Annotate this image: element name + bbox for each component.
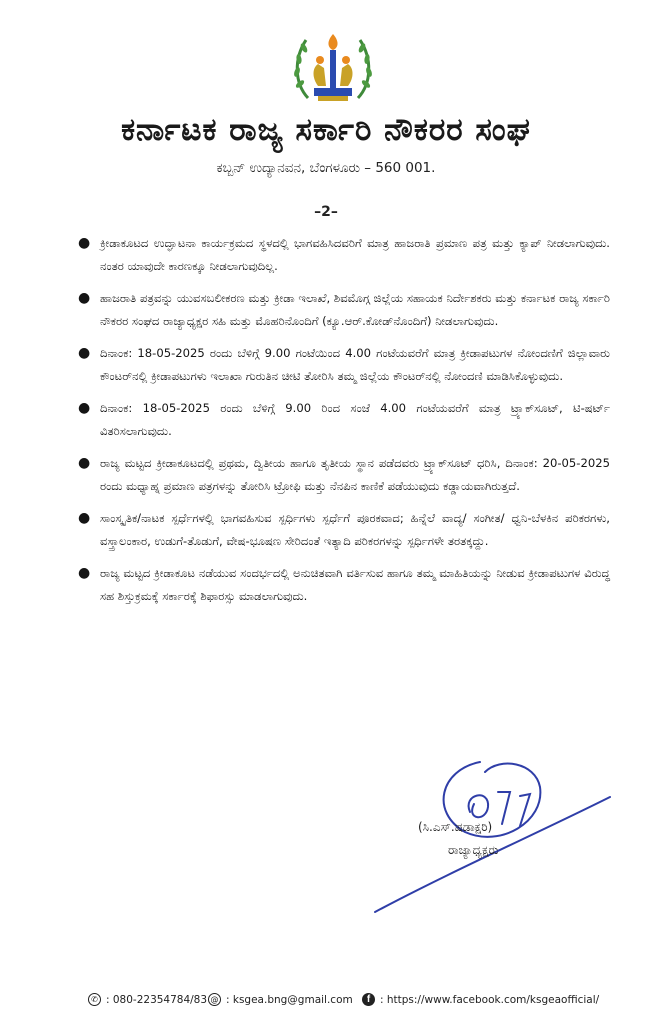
bullet-icon: ● [78, 290, 91, 306]
email-address: : ksgea.bng@gmail.com [226, 993, 353, 1006]
list-item-text: ಸಾಂಸ್ಕೃತಿಕ/ನಾಟಕ ಸ್ಪರ್ಧೆಗಳಲ್ಲಿ ಭಾಗವಹಿಸುವ ಸ್ಪರ್ಧಿಗಳು ಸ್ಪರ್ಧೆಗೆ ಪೂರಕವಾದ; ಹಿನ್ನೆಲೆ ವಾದ್ಯ/ ಸಂಗೀತ/ ಧ್ವನಿ-ಬೆಳಕಿನ ಪರಿಕರಗಳು, ವಸ್ತ್ರಾಲಂಕಾರ, ಉಡುಗೆ-ತೊಡುಗೆ, ವೇಷ-ಭೂಷಣ ಸೇರಿದಂತೆ ಇತ್ಯಾದಿ ಪರಿಕರಗಳನ್ನು ಸ್ಪರ್ಧಿಗಳೇ ತರತಕ್ಕದ್ದು. [100, 511, 610, 548]
list-item [78, 562, 610, 607]
footer-facebook [362, 993, 599, 1006]
list-item [78, 232, 610, 277]
list-item-text: ದಿನಾಂಕ: 18-05-2025 ರಂದು ಬೆಳಿಗ್ಗೆ 9.00 ರಿಂದ ಸಂಜೆ 4.00 ಗಂಟೆಯವರೆಗೆ ಮಾತ್ರ ಟ್ರ್ಯಾಕ್‌ಸೂಟ್, ಟಿ-ಷರ್ಟ್ ವಿತರಿಸಲಾಗುವುದು. [100, 401, 610, 438]
organization-emblem [288, 28, 378, 108]
phone-number: : 080-22354784/83 [106, 993, 208, 1006]
instruction-list [78, 232, 610, 607]
bullet-icon: ● [78, 510, 91, 526]
email-icon: @ [208, 993, 221, 1006]
list-item [78, 397, 610, 442]
bullet-icon: ● [78, 400, 91, 416]
list-item-text: ಹಾಜರಾತಿ ಪತ್ರವನ್ನು ಯುವಸಬಲೀಕರಣ ಮತ್ತು ಕ್ರೀಡಾ ಇಲಾಖೆ, ಶಿವಮೊಗ್ಗ ಜಿಲ್ಲೆಯ ಸಹಾಯಕ ನಿರ್ದೇಶಕರು ಮತ್ತು ಕರ್ನಾಟಕ ರಾಜ್ಯ ಸರ್ಕಾರಿ ನೌಕರರ ಸಂಘದ ರಾಜ್ಯಾಧ್ಯಕ್ಷರ ಸಹಿ ಮತ್ತು ಮೊಹರಿನೊಂದಿಗೆ (ಕ್ಯೂ.ಆರ್.ಕೋಡ್‌ನೊಂದಿಗೆ) ನೀಡಲಾಗುವುದು. [100, 291, 610, 328]
signatory-name: (ಸಿ.ಎಸ್.ಷಡಾಕ್ಷರಿ) [418, 820, 493, 834]
bullet-icon: ● [78, 235, 91, 251]
bullet-icon: ● [78, 345, 91, 361]
list-item [78, 507, 610, 552]
bullet-icon: ● [78, 455, 91, 471]
phone-icon: ✆ [88, 993, 101, 1006]
page-number: –2– [314, 204, 338, 220]
footer-email [208, 993, 353, 1006]
bullet-icon: ● [78, 565, 91, 581]
handwritten-signature [370, 752, 620, 922]
list-item-text: ದಿನಾಂಕ: 18-05-2025 ರಂದು ಬೆಳಿಗ್ಗೆ 9.00 ಗಂಟೆಯಿಂದ 4.00 ಗಂಟೆಯವರೆಗೆ ಮಾತ್ರ ಕ್ರೀಡಾಪಟುಗಳ ನೋಂದಣಿಗೆ ಜಿಲ್ಲಾವಾರು ಕೌಂಟರ್‌ನಲ್ಲಿ ಕ್ರೀಡಾಪಟುಗಳು ಇಲಾಖಾ ಗುರುತಿನ ಚೀಟಿ ತೋರಿಸಿ ತಮ್ಮ ಜಿಲ್ಲೆಯ ಕೌಂಟರ್‌ನಲ್ಲಿ ನೋಂದಣಿ ಮಾಡಿಸಿಕೊಳ್ಳುವುದು. [100, 346, 610, 383]
footer-phone [88, 993, 207, 1006]
organization-address: ಕಬ್ಬನ್ ಉದ್ಯಾನವನ, ಬೆಂಗಳೂರು – 560 001. [216, 160, 436, 176]
list-item-text: ರಾಜ್ಯ ಮಟ್ಟದ ಕ್ರೀಡಾಕೂಟ ನಡೆಯುವ ಸಂದರ್ಭದಲ್ಲಿ ಅನುಚಿತವಾಗಿ ವರ್ತಿಸುವ ಹಾಗೂ ತಮ್ಮ ಮಾಹಿತಿಯನ್ನು ನೀಡುವ ಕ್ರೀಡಾಪಟುಗಳ ವಿರುದ್ಧ ಸಹ ಶಿಸ್ತುಕ್ರಮಕ್ಕೆ ಸರ್ಕಾರಕ್ಕೆ ಶಿಫಾರಸ್ಸು ಮಾಡಲಾಗುವುದು. [100, 566, 610, 603]
signatory-role: ರಾಜ್ಯಾಧ್ಯಕ್ಷರು [448, 843, 499, 857]
list-item [78, 287, 610, 332]
facebook-icon: f [362, 993, 375, 1006]
list-item [78, 342, 610, 387]
organization-name: ಕರ್ನಾಟಕ ರಾಜ್ಯ ಸರ್ಕಾರಿ ನೌಕರರ ಸಂಘ [121, 112, 531, 148]
contact-footer [0, 993, 652, 1013]
list-item [78, 452, 610, 497]
facebook-link: : https://www.facebook.com/ksgeaofficial/ [380, 993, 600, 1006]
list-item-text: ರಾಜ್ಯ ಮಟ್ಟದ ಕ್ರೀಡಾಕೂಟದಲ್ಲಿ ಪ್ರಥಮ, ದ್ವಿತೀಯ ಹಾಗೂ ತೃತೀಯ ಸ್ಥಾನ ಪಡೆದವರು ಟ್ರ್ಯಾಕ್‌ಸೂಟ್ ಧರಿಸಿ, ದಿನಾಂಕ: 20-05-2025 ರಂದು ಮಧ್ಯಾಹ್ನ ಪ್ರಮಾಣ ಪತ್ರಗಳನ್ನು ತೋರಿಸಿ ಟ್ರೋಫಿ ಮತ್ತು ನೆನಪಿನ ಕಾಣಿಕೆ ಪಡೆಯುವುದು ಕಡ್ಡಾಯವಾಗಿರುತ್ತದೆ. [100, 456, 610, 493]
list-item-text: ಕ್ರೀಡಾಕೂಟದ ಉದ್ಘಾಟನಾ ಕಾರ್ಯಕ್ರಮದ ಸ್ಥಳದಲ್ಲಿ ಭಾಗವಹಿಸಿದವರಿಗೆ ಮಾತ್ರ ಹಾಜರಾತಿ ಪ್ರಮಾಣ ಪತ್ರ ಮತ್ತು ಕ್ಯಾಪ್ ನೀಡಲಾಗುವುದು. ನಂತರ ಯಾವುದೇ ಕಾರಣಕ್ಕೂ ನೀಡಲಾಗುವುದಿಲ್ಲ. [100, 236, 610, 273]
